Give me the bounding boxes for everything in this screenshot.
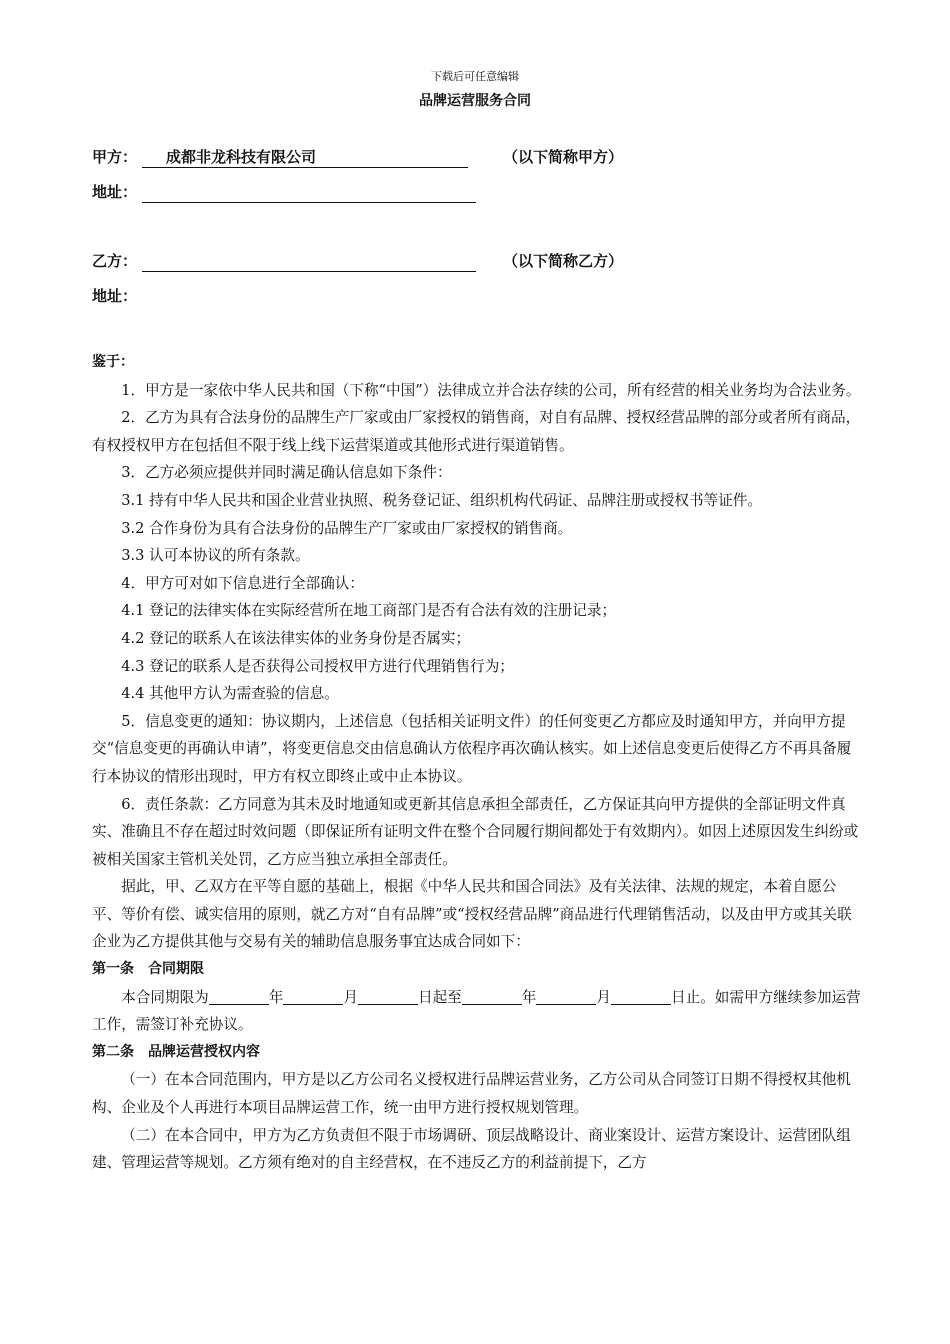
clause-5: 5．信息变更的通知：协议期内，上述信息（包括相关证明文件）的任何变更乙方都应及时通知甲方，并向甲方提交“信息变更的再确认申请”，将变更信息交由信息确认方依程序再次确认核实。如上述信息变更后使得乙方不再具备履行本协议的情形出现时，甲方有权立即终止或中止本协议。: [92, 712, 852, 785]
article-2-title: 品牌运营授权内容: [148, 1043, 260, 1060]
end-month-label: 月: [596, 988, 611, 1006]
article-1-heading: [92, 956, 862, 984]
contract-body: [92, 349, 862, 1177]
party-b-suffix: （以下简称乙方）: [503, 252, 624, 270]
article-1-title: 合同期限: [148, 961, 204, 978]
term-end-text: 日止。如需甲方继续参加运营工作，需签订补充协议。: [92, 988, 861, 1034]
clause-6: 6．责任条款：乙方同意为其未及时地通知或更新其信息承担全部责任，乙方保证其向甲方提供的全部证明文件真实、准确且不存在超过时效问题（即保证所有证明文件在整个合同履行期间都处于有效期内）。如因上述原因发生纠纷或被相关国家主管机关处罚，乙方应当独立承担全部责任。: [92, 795, 859, 868]
start-month-label: 月: [343, 988, 358, 1006]
preamble-agreement: 据此，甲、乙双方在平等自愿的基础上，根据《中华人民共和国合同法》及有关法律、法规的规定，本着自愿公平、等价有偿、诚实信用的原则，就乙方对“自有品牌”或“授权经营品牌”商品进行代理销售活动，以及由甲方或其关联企业为乙方提供其他与交易有关的辅助信息服务事宜达成合同如下：: [92, 878, 852, 951]
party-a-address-field: [142, 182, 476, 203]
party-a-address-label: 地址：: [92, 183, 138, 201]
article-2-clause-1: （一）在本合同范围内，甲方是以乙方公司名义授权进行品牌运营业务，乙方公司从合同签订日期不得授权其他机构、企业及个人再进行本项目品牌运营工作，统一由甲方进行授权规划管理。: [92, 1071, 851, 1117]
clause-3-1: 3.1 持有中华人民共和国企业营业执照、税务登记证、组织机构代码证、品牌注册或授权书等证件。: [121, 491, 762, 509]
party-a-name: 成都非龙科技有限公司: [166, 148, 317, 166]
article-2-heading: [92, 1039, 862, 1067]
article-1-text: [92, 984, 862, 1039]
party-b-name-field: [142, 251, 476, 272]
party-b-address-label: 地址：: [92, 287, 138, 305]
party-a-suffix: （以下简称甲方）: [503, 148, 624, 166]
party-a-label: 甲方：: [92, 148, 138, 166]
start-day-blank[interactable]: [358, 988, 418, 1005]
party-b-label: 乙方：: [92, 252, 138, 270]
end-year-label: 年: [521, 988, 537, 1006]
end-day-blank[interactable]: [611, 988, 671, 1005]
clause-4-4: 4.4 其他甲方认为需查验的信息。: [121, 685, 339, 703]
clause-4-2: 4.2 登记的联系人在该法律实体的业务身份是否属实；: [121, 629, 471, 647]
article-1-number: 第一条: [92, 961, 134, 978]
clause-2: 2．乙方为具有合法身份的品牌生产厂家或由厂家授权的销售商，对自有品牌、授权经营品牌的部分或者所有商品，有权授权甲方在包括但不限于线上线下运营渠道或其他形式进行渠道销售。: [92, 409, 861, 454]
clause-1: 1．甲方是一家依中华人民共和国（下称“中国”）法律成立并合法存续的公司，所有经营的相关业务均为合法业务。: [121, 381, 861, 399]
clause-4: 4．甲方可对如下信息进行全部确认：: [121, 574, 364, 592]
end-month-blank[interactable]: [536, 988, 596, 1005]
clause-3: 3．乙方必须应提供并同时满足确认信息如下条件：: [121, 464, 452, 482]
term-intro: 本合同期限为: [121, 988, 209, 1006]
document-title: 品牌运营服务合同: [419, 93, 531, 109]
clause-4-1: 4.1 登记的法律实体在实际经营所在地工商部门是否有合法有效的注册记录；: [121, 602, 617, 620]
start-year-label: 年: [268, 988, 284, 1006]
article-2-clause-2: （二）在本合同中，甲方为乙方负责但不限于市场调研、顶层战略设计、商业案设计、运营方案设计、运营团队组建、管理运营等规划。乙方须有绝对的自主经营权，在不违反乙方的利益前提下，乙方: [92, 1126, 851, 1172]
clause-3-3: 3.3 认可本协议的所有条款。: [121, 547, 310, 565]
download-note: 下载后可任意编辑: [431, 70, 519, 83]
start-day-label: 日起至: [417, 988, 462, 1006]
end-year-blank[interactable]: [462, 988, 522, 1005]
clause-4-3: 4.3 登记的联系人是否获得公司授权甲方进行代理销售行为；: [121, 657, 514, 675]
article-2-number: 第二条: [92, 1043, 134, 1060]
party-a-name-field: [142, 147, 468, 168]
start-month-blank[interactable]: [283, 988, 343, 1005]
start-year-blank[interactable]: [209, 988, 269, 1005]
clause-3-2: 3.2 合作身份为具有合法身份的品牌生产厂家或由厂家授权的销售商。: [121, 519, 573, 537]
whereas-heading: 鉴于：: [92, 354, 134, 370]
